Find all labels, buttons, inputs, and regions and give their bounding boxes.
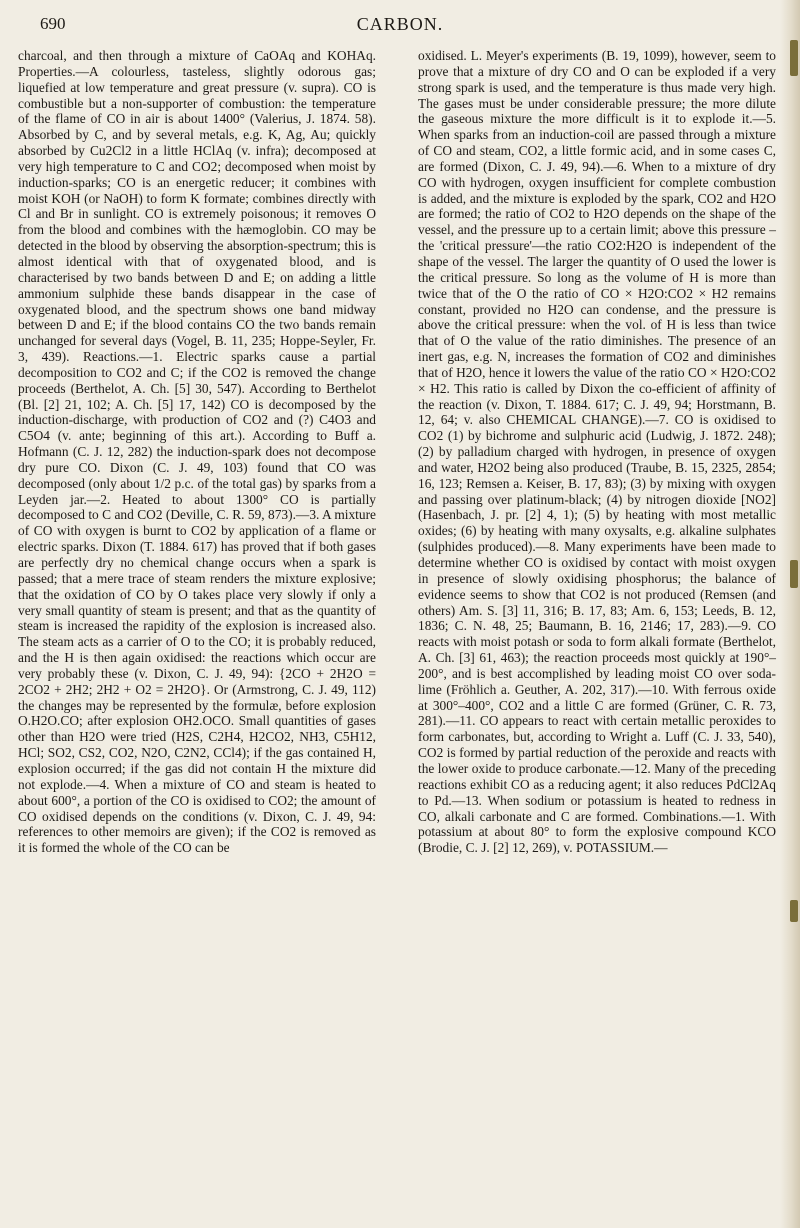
left-column-text: charcoal, and then through a mixture of CaOAq and KOHAq. Properties.—A colourless, tasteless, slightly odorous gas; liquefied at low temperature and great pressure (v. supra). CO is combustible but a non-supporter of combustion: the temperature of the flame of CO in air is about 1400° (Valerius, J. 1874. 58). Absorbed by C, and by several metals, e.g. K, Ag, Au; quickly absorbed by Cu2Cl2 in a little HClAq (v. infra); decomposed at very high temperature to C and CO2; decomposed when moist by induction-sparks; CO is an energetic reducer; it combines with moist KOH (or NaOH) to form K formate; combines directly with Cl and Br in sunlight. CO is extremely poisonous; it removes O from the blood and combines with the hæmoglobin. CO may be detected in the blood by observing the absorption-spectrum; this is almost identical with that of oxygenated blood, and is characterised by two bands between D and E; on adding a little ammonium sulphide these bands disappear in the case of oxygenated blood, and the spectrum shows one band midway between D and E; if the blood contains CO the two bands remain unchanged for several days (Vogel, B. 11, 235; Hoppe-Seyler, Fr. 3, 439). Reactions.—1. Electric sparks cause a partial decomposition to CO2 and C; if the CO2 is removed the change proceeds (Berthelot, A. Ch. [5] 30, 547). According to Berthelot (Bl. [2] 21, 102; A. Ch. [5] 17, 142) CO is decomposed by the induction-discharge, with production of CO2 and (?) C4O3 and C5O4 (v. ante; beginning of this art.). According to Buff a. Hofmann (C. J. 12, 282) the induction-spark does not decompose dry pure CO. Dixon (C. J. 49, 103) found that CO was decomposed (only about 1/2 p.c. of the total gas) by sparks from a Leyden jar.—2. Heated to about 1300° CO is partially decomposed to C and CO2 (Deville, C. R. 59, 873).—3. A mixture of CO with oxygen is burnt to CO2 by application of a flame or electric sparks. Dixon (T. 1884. 617) has proved that if both gases are perfectly dry no chemical change occurs when a spark is passed; that a mere trace of steam renders the mixture explosive; that the oxidation of CO by O takes place very slowly if only a very small quantity of steam is present; and that as the quantity of steam is increased the rapidity of the explosion is increased also. The steam acts as a carrier of O to the CO; it is probably reduced, and the H is then again oxidised: the reactions which occur are very probably these (v. Dixon, C. J. 49, 94): {2CO + 2H2O = 2CO2 + 2H2; 2H2 + O2 = 2H2O}. Or (Armstrong, C. J. 49, 112) the changes may be represented by the formulæ, before explosion O.H2O.CO; after explosion OH2.OCO. Small quantities of gases other than H2O were tried (H2S, C2H4, H2CO2, NH3, C5H12, HCl; SO2, CS2, CO2, N2O, C2N2, CCl4); if the gas contained H, explosion occurred; if the gas did not contain H the mixture did not explode.—4. When a mixture of CO and steam is heated to about 600°, a portion of the CO is oxidised to CO2; the amount of CO oxidised depends on the conditions (v. Dixon, C. J. 49, 94: references to other memoirs are given); if the CO2 is removed as it is formed the whole of the CO can be [18, 48, 376, 856]
right-column [418, 48, 776, 856]
page-header [40, 14, 760, 36]
edge-mark [790, 560, 798, 588]
left-column [18, 48, 376, 856]
page-edge [780, 0, 800, 1228]
right-column-text: oxidised. L. Meyer's experiments (B. 19, 1099), however, seem to prove that a mixture of dry CO and O can be exploded if a very strong spark is used, and the temperature is thus made very high. The gases must be under considerable pressure; the more dilute the gaseous mixture the more difficult is it to explode it.—5. When sparks from an induction-coil are passed through a mixture of CO and steam, CO2, a little formic acid, and in some cases C, are formed (Dixon, C. J. 49, 94).—6. When to a mixture of dry CO with hydrogen, oxygen insufficient for complete combustion is added, and the mixture is exploded by the spark, CO2 and H2O are formed; the ratio of CO2 to H2O depends on the shape of the vessel, and the pressure up to a certain limit; above this pressure – the 'critical pressure'—the ratio CO2:H2O is independent of the shape of the vessel. The larger the quantity of O used the lower is the critical pressure. So long as the volume of H is more than twice that of the O the ratio of CO × H2O:CO2 × H2 remains constant, provided no H2O can condense, and the pressure is above the critical pressure: when the vol. of H is less than twice that of O the value of the ratio diminishes. The presence of an inert gas, e.g. N, increases the formation of CO2 and diminishes that of H2O, hence it lowers the value of the ratio CO × H2O:CO2 × H2. This ratio is called by Dixon the co-efficient of affinity of the reaction (v. Dixon, T. 1884. 617; C. J. 49, 94; Horstmann, B. 12, 64; v. also CHEMICAL CHANGE).—7. CO is oxidised to CO2 (1) by bichrome and sulphuric acid (Ludwig, J. 1872. 248); (2) by palladium charged with hydrogen, in presence of oxygen and water, H2O2 being also produced (Traube, B. 15, 2325, 2854; 16, 123; Remsen a. Keiser, B. 17, 83); (3) by mixing with oxygen and passing over platinum-black; (4) by nitrogen dioxide [NO2] (Hasenbach, J. pr. [2] 4, 1); (5) by heating with most metallic oxides; (6) by heating with many oxysalts, e.g. alkaline sulphates (sulphides produced).—8. Many experiments have been made to determine whether CO is oxidised by contact with moist oxygen in presence of slowly oxidising phosphorus; the balance of evidence seems to show that CO2 is not produced (Remsen (and others) Am. S. [3] 11, 316; B. 17, 83; Am. 6, 153; Leeds, B. 12, 1836; C. N. 48, 25; Baumann, B. 16, 2146; 17, 283).—9. CO reacts with moist potash or soda to form alkali formate (Berthelot, A. Ch. [3] 61, 463); the reaction proceeds most quickly at 190°–200°, and is best accomplished by leading moist CO over soda-lime (Fröhlich a. Geuther, A. 202, 317).—10. With ferrous oxide at 300°–400°, CO2 and a little C are formed (Grüner, C. R. 73, 281).—11. CO appears to react with certain metallic peroxides to form carbonates, but, according to Wright a. Luff (C. J. 33, 540), CO2 is formed by partial reduction of the peroxide and reacts with the lower oxide to produce carbonate.—12. Many of the preceding reactions exhibit CO as a reducing agent; it also reduces PdCl2Aq to Pd.—13. When sodium or potassium is heated to redness in CO, alkali carbonate and C are formed. Combinations.—1. With potassium at about 80° to form the explosive compound KCO (Brodie, C. J. [2] 12, 269), v. POTASSIUM.— [418, 48, 776, 856]
running-head: CARBON. [356, 14, 444, 34]
edge-mark [790, 900, 798, 922]
edge-mark [790, 40, 798, 76]
page-number: 690 [40, 14, 66, 33]
